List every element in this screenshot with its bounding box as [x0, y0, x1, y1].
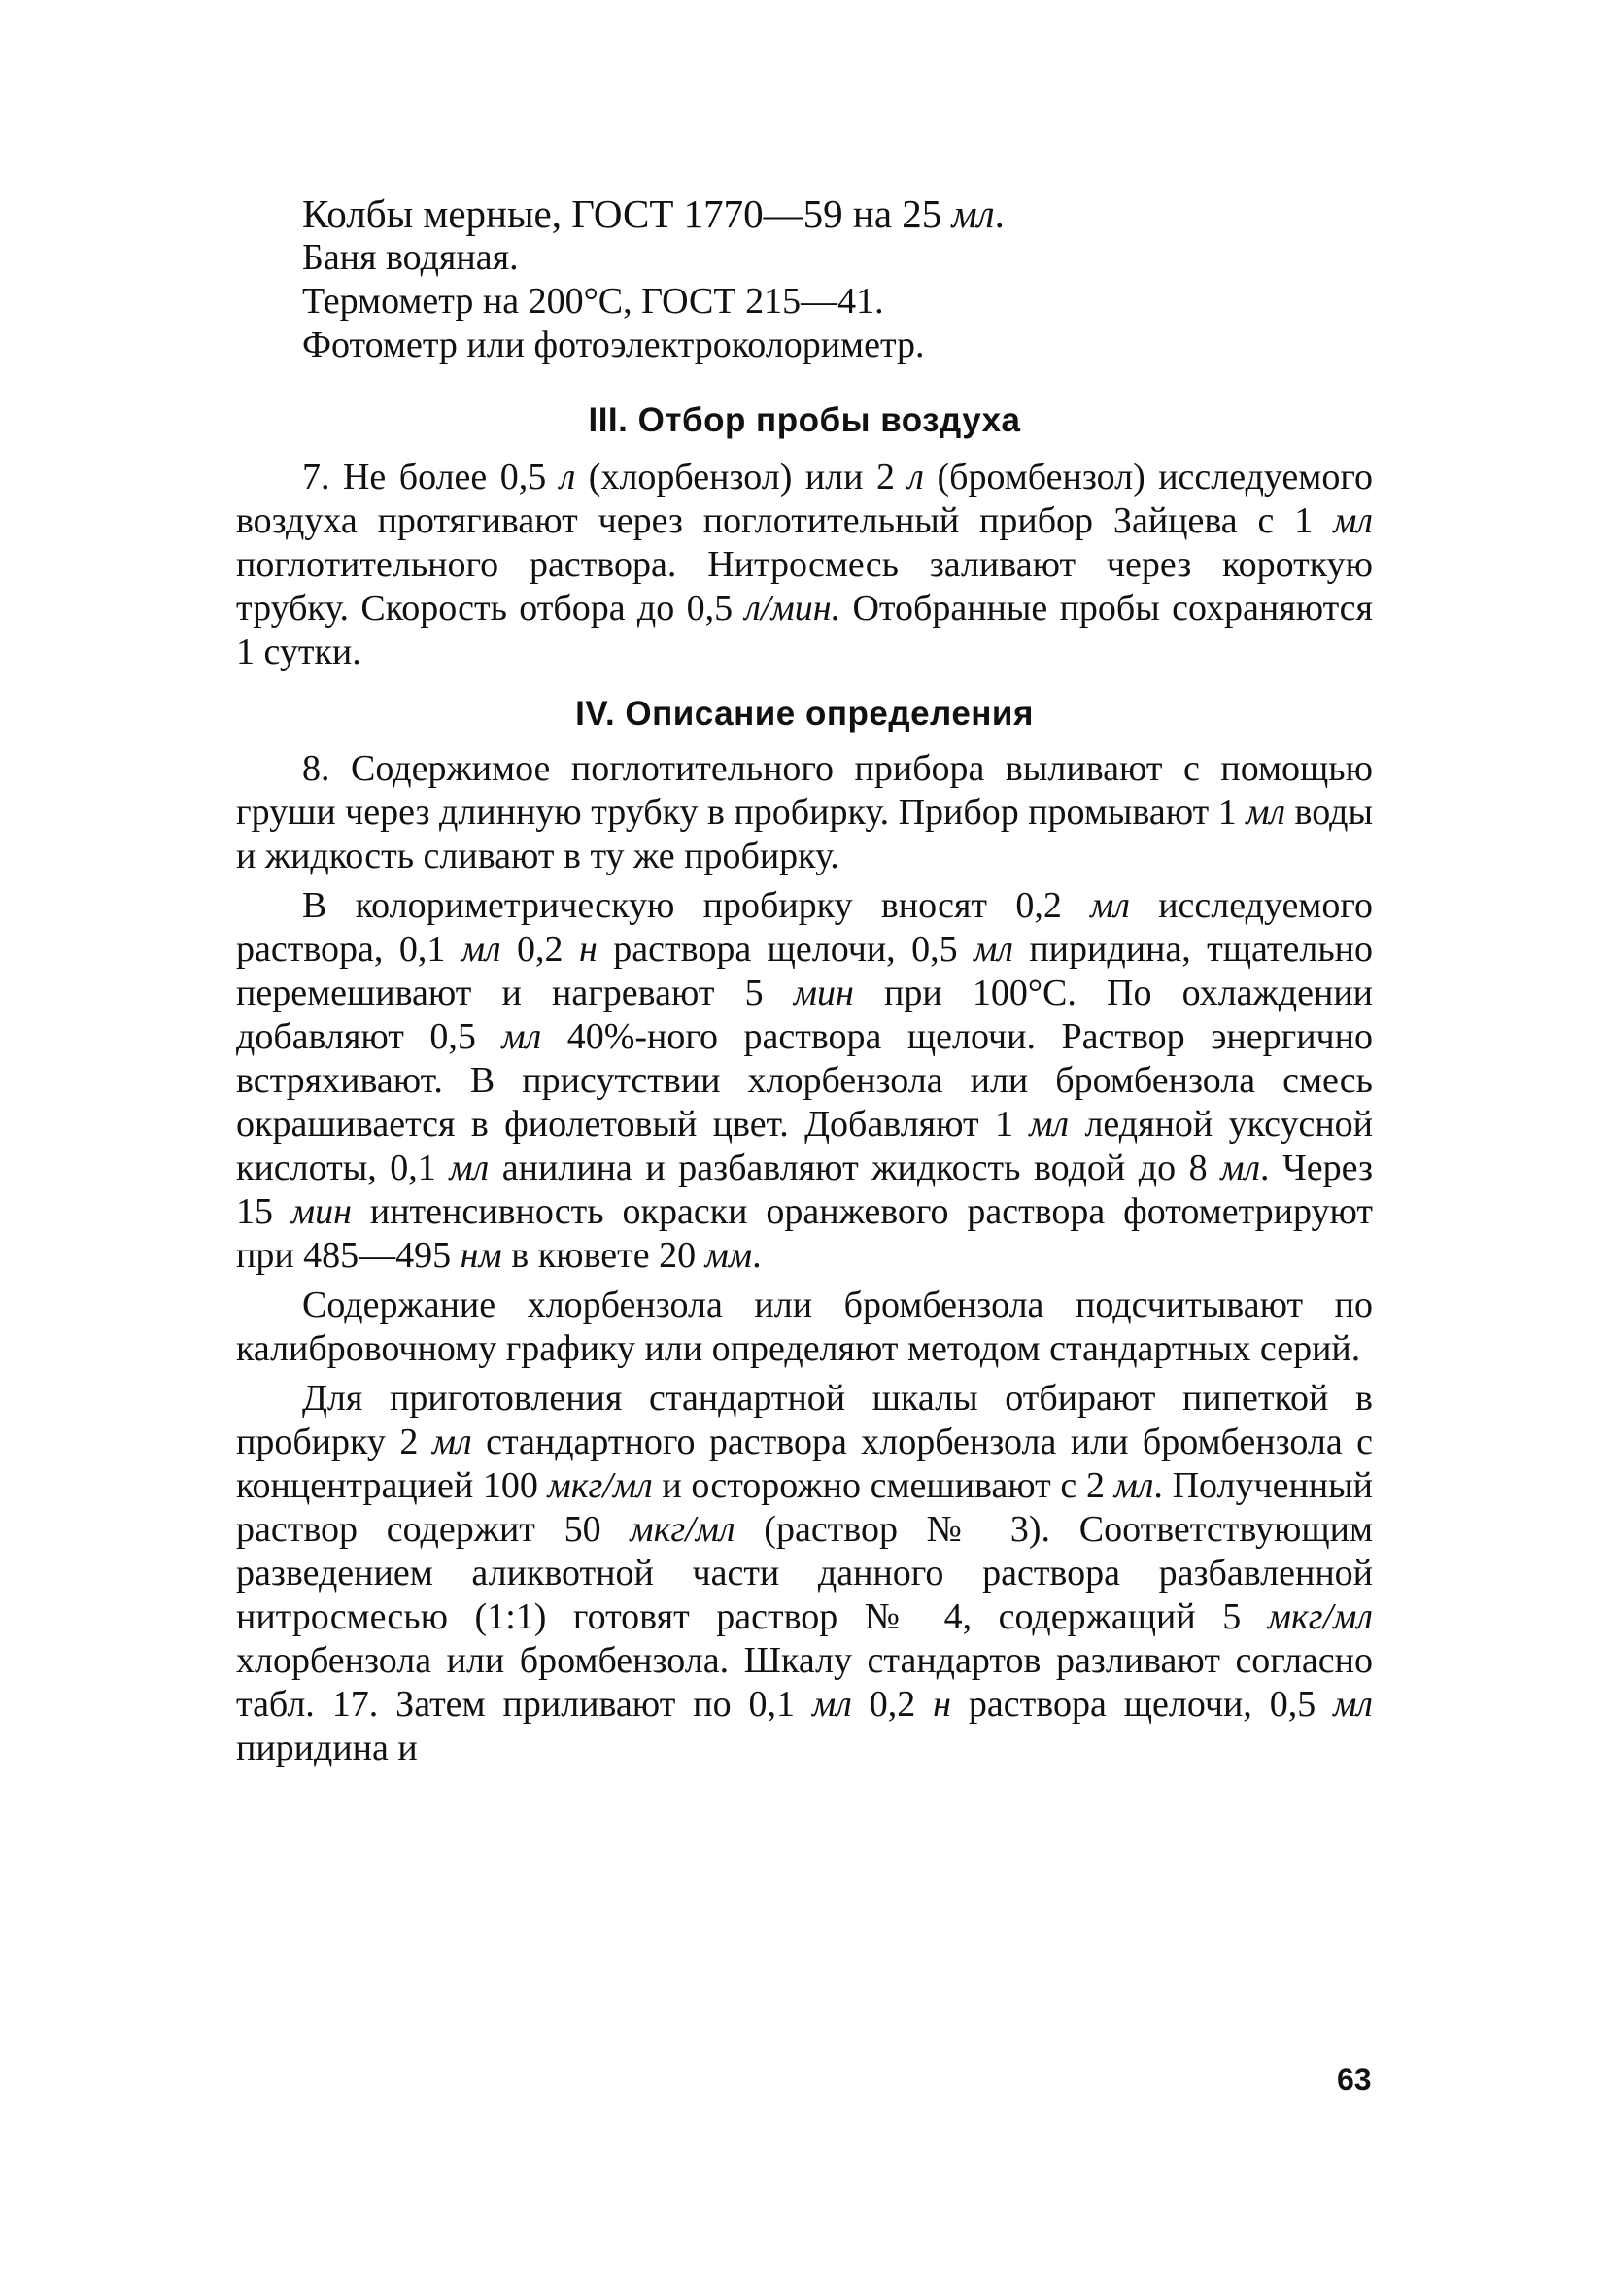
equipment-item: Колбы мерные, ГОСТ 1770—59 на 25 мл.: [302, 191, 1005, 236]
equipment-item: Баня водяная.: [302, 237, 519, 278]
section-heading: III. Отбор пробы воздуха: [588, 401, 1021, 439]
paragraph-color-reaction: В колориметрическую пробирку вносят 0,2 мл исследуемого раствора, 0,1 мл 0,2 н раствора щелочи, 0,5 мл пиридина, тщательно перемешивают и нагревают 5 мин при 100°С. По охлаждении добавляют 0,5 мл 40%-ного раствора щелочи. Раствор энергично встряхивают. В присутствии хлорбензола или бромбензола смесь окрашивается в фиолетовый цвет. Добавляют 1 мл ледяной уксусной кислоты, 0,1 мл анилина и разбавляют жидкость водой до 8 мл. Через 15 мин интенсивность окраски оранжевого раствора фотометрируют при 485—495 нм в кювете 20 мм.: [236, 885, 1374, 1276]
paragraph-8: 8. Содержимое поглотительного прибора выливают с помощью груши через длинную трубку в пробирку. Прибор промывают 1 мл воды и жидкость сливают в ту же пробирку.: [236, 748, 1374, 876]
equipment-item: Фотометр или фотоэлектроколориметр.: [302, 325, 925, 365]
page-number: 63: [1337, 2062, 1372, 2097]
paragraph-7: 7. Не более 0,5 л (хлорбензол) или 2 л (бромбензол) исследуемого воздуха протягивают через поглотительный прибор Зайцева с 1 мл поглотительного раствора. Нитросмесь заливают через короткую трубку. Скорость отбора до 0,5 л/мин. Отобранные пробы сохраняются 1 сутки.: [236, 457, 1374, 672]
page-body: [236, 192, 1373, 1770]
paragraph-standard-scale: Для приготовления стандартной шкалы отбирают пипеткой в пробирку 2 мл стандартного раствора хлорбензола или бромбензола с концентрацией 100 мкг/мл и осторожно смешивают с 2 мл. Полученный раствор содержит 50 мкг/мл (раствор № 3). Соответствующим разведением аликвотной части данного раствора разбавленной нитросмесью (1:1) готовят раствор № 4, содержащий 5 мкг/мл хлорбензола или бромбензола. Шкалу стандартов разливают согласно табл. 17. Затем приливают по 0,1 мл 0,2 н раствора щелочи, 0,5 мл пиридина и: [236, 1378, 1373, 1768]
equipment-item: Термометр на 200°С, ГОСТ 215—41.: [302, 281, 884, 322]
paragraph-content-calculation: Содержание хлорбензола или бромбензола подсчитывают по калибровочному графику или определяют методом стандартных серий.: [236, 1285, 1373, 1369]
section-heading: IV. Описание определения: [575, 695, 1034, 733]
equipment-list: [236, 192, 1373, 367]
